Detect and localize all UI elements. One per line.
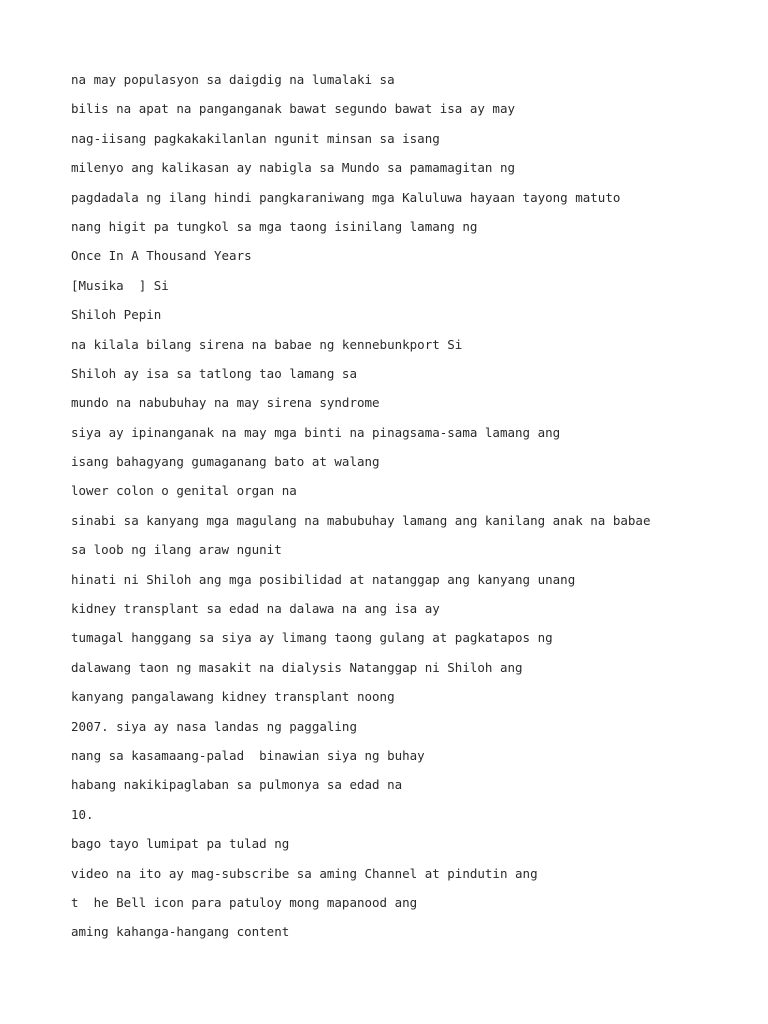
text-line: hinati ni Shiloh ang mga posibilidad at natanggap ang kanyang unang [71, 571, 576, 587]
text-line: na may populasyon sa daigdig na lumalaki sa [71, 72, 395, 87]
text-line: isang bahagyang gumaganang bato at walang [71, 454, 380, 470]
text-line: Once In A Thousand Years [71, 248, 252, 264]
text-line: bilis na apat na panganganak bawat segundo bawat isa ay may [71, 101, 516, 117]
text-line: [Musika ] Si [71, 277, 169, 293]
text-line: lower colon o genital organ na [71, 483, 297, 499]
text-line: 2007. siya ay nasa landas ng paggaling [71, 718, 357, 734]
text-line: tumagal hanggang sa siya ay limang taong gulang at pagkatapos ng [71, 630, 553, 646]
text-line: aming kahanga-hangang content [71, 924, 290, 940]
text-line: Shiloh ay isa sa tatlong tao lamang sa [71, 365, 357, 381]
text-line: nang sa kasamaang-palad binawian siya ng buhay [71, 747, 425, 763]
text-line: nang higit pa tungkol sa mga taong isinilang lamang ng [71, 218, 478, 234]
text-line: sa loob ng ilang araw ngunit [71, 542, 282, 558]
text-line: dalawang taon ng masakit na dialysis Natanggap ni Shiloh ang [71, 659, 523, 675]
text-line: mundo na nabubuhay na may sirena syndrome [71, 395, 380, 411]
text-line: kanyang pangalawang kidney transplant noong [71, 689, 395, 705]
text-line: habang nakikipaglaban sa pulmonya sa edad na [71, 777, 403, 793]
transcript-text [71, 70, 650, 952]
text-line: siya ay ipinanganak na may mga binti na pinagsama-sama lamang ang [71, 424, 561, 440]
text-line: video na ito ay mag-subscribe sa aming Channel at pindutin ang [71, 865, 538, 881]
text-line: sinabi sa kanyang mga magulang na mabubuhay lamang ang kanilang anak na babae [71, 512, 651, 528]
text-line: pagdadala ng ilang hindi pangkaraniwang mga Kaluluwa hayaan tayong matuto [71, 189, 621, 205]
text-line: nag-iisang pagkakakilanlan ngunit minsan sa isang [71, 130, 440, 146]
text-line: Shiloh Pepin [71, 307, 162, 323]
text-line: t he Bell icon para patuloy mong mapanood ang [71, 894, 418, 910]
text-line: bago tayo lumipat pa tulad ng [71, 836, 290, 852]
text-line: na kilala bilang sirena na babae ng kennebunkport Si [71, 336, 463, 352]
text-line: 10. [71, 806, 94, 822]
text-line: kidney transplant sa edad na dalawa na ang isa ay [71, 601, 440, 617]
text-line: milenyo ang kalikasan ay nabigla sa Mundo sa pamamagitan ng [71, 160, 516, 176]
